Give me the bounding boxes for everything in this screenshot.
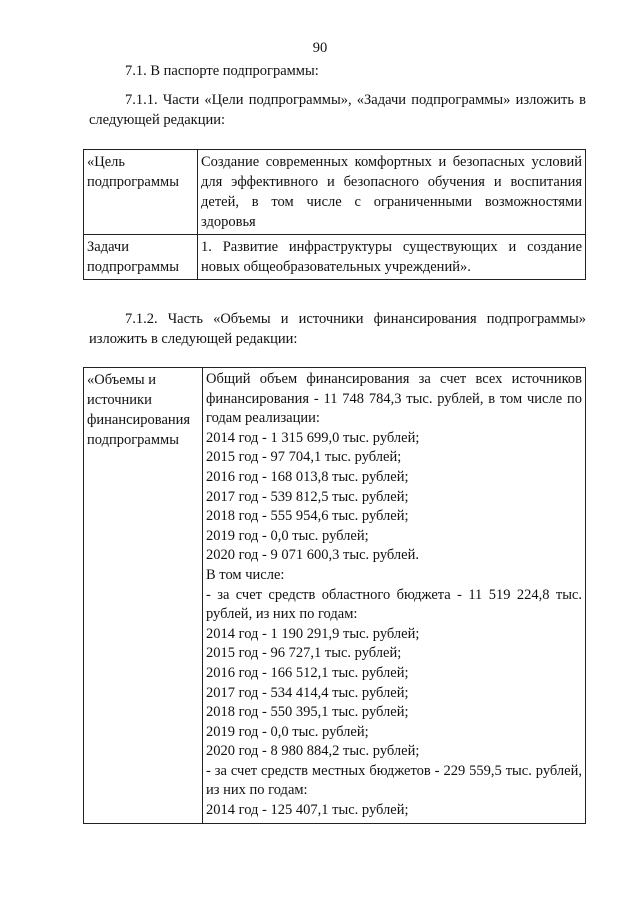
paragraph-7-1 — [89, 61, 586, 81]
year-amount-line: 2020 год - 8 980 884,2 тыс. рублей; — [206, 743, 420, 760]
paragraph-7-1-text: 7.1. В паспорте подпрограммы: — [125, 63, 319, 79]
financing-content-cell — [203, 368, 586, 824]
year-amount-line: 2019 год - 0,0 тыс. рублей; — [206, 527, 369, 544]
year-amount-line: 2017 год - 539 812,5 тыс. рублей; — [206, 488, 409, 505]
year-amount-line: 2014 год - 1 315 699,0 тыс. рублей; — [206, 429, 420, 446]
local-years-list — [206, 801, 582, 821]
year-amount-line: 2018 год - 555 954,6 тыс. рублей; — [206, 508, 409, 525]
year-amount-line: 2015 год - 97 704,1 тыс. рублей; — [206, 449, 402, 466]
goal-text-cell: Создание современных комфортных и безопасных условий для эффективного и безопасного обучения и воспитания детей, в том числе с ограниченными возможностями здоровья — [198, 150, 586, 235]
table-row — [84, 368, 586, 824]
table-row — [84, 150, 586, 235]
financing-table — [83, 367, 586, 824]
year-amount-line: 2015 год - 96 727,1 тыс. рублей; — [206, 645, 402, 662]
regional-budget-intro: - за счет средств областного бюджета - 11 519 224,8 тыс. рублей, из них по годам: — [206, 586, 582, 623]
financing-intro: Общий объем финансирования за счет всех источников финансирования - 11 748 784,3 тыс. рублей, в том числе по годам реализации: — [206, 371, 582, 427]
year-amount-line: 2017 год - 534 414,4 тыс. рублей; — [206, 684, 409, 701]
goal-label-cell: «Цель подпрограммы — [84, 150, 198, 235]
year-amount-line: 2014 год - 1 190 291,9 тыс. рублей; — [206, 625, 420, 642]
including-label: В том числе: — [206, 566, 285, 583]
paragraph-7-1-1-text: 7.1.1. Части «Цели подпрограммы», «Задачи подпрограммы» изложить в следующей редакции: — [89, 92, 586, 128]
year-amount-line: 2019 год - 0,0 тыс. рублей; — [206, 723, 369, 740]
year-amount-line: 2018 год - 550 395,1 тыс. рублей; — [206, 704, 409, 721]
tasks-label-cell: Задачи подпрограммы — [84, 235, 198, 280]
financing-label-cell: «Объемы и источники финансирования подпрограммы — [84, 368, 203, 824]
year-amount-line: 2014 год - 125 407,1 тыс. рублей; — [206, 802, 409, 819]
paragraph-7-1-1 — [89, 90, 586, 130]
table-row — [84, 235, 586, 280]
local-budget-intro: - за счет средств местных бюджетов - 229 559,5 тыс. рублей, из них по годам: — [206, 762, 582, 799]
goals-tasks-table — [83, 149, 586, 280]
year-amount-line: 2020 год - 9 071 600,3 тыс. рублей. — [206, 547, 419, 564]
paragraph-7-1-2 — [89, 309, 586, 349]
tasks-text-cell: 1. Развитие инфраструктуры существующих и создание новых общеобразовательных учреждений». — [198, 235, 586, 280]
total-years-list — [206, 429, 582, 566]
regional-years-list — [206, 625, 582, 762]
year-amount-line: 2016 год - 166 512,1 тыс. рублей; — [206, 664, 409, 681]
paragraph-7-1-2-text: 7.1.2. Часть «Объемы и источники финансирования подпрограммы» изложить в следующей редакции: — [89, 311, 586, 347]
page-number: 90 — [312, 40, 328, 56]
year-amount-line: 2016 год - 168 013,8 тыс. рублей; — [206, 468, 409, 485]
